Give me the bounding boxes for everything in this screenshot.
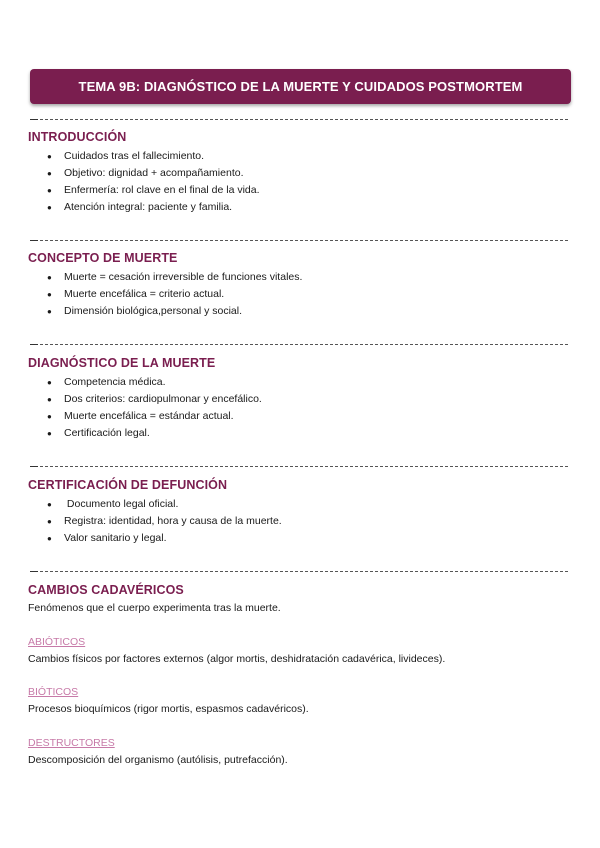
list-item: ● Registra: identidad, hora y causa de la muerte. bbox=[28, 513, 573, 530]
section-cambios-cadavericos bbox=[28, 582, 573, 616]
subsection-heading-destructores: DESTRUCTORES bbox=[28, 737, 115, 749]
section-heading: INTRODUCCIÓN bbox=[28, 130, 127, 144]
subsection-text-bioticos: Procesos bioquímicos (rigor mortis, espasmos cadavéricos). bbox=[28, 703, 309, 715]
section-certificacion bbox=[28, 477, 573, 547]
section-concepto-de-muerte bbox=[28, 250, 573, 320]
section-introduccion bbox=[28, 129, 573, 216]
section-heading: CAMBIOS CADAVÉRICOS bbox=[28, 583, 184, 597]
section-divider bbox=[30, 466, 568, 467]
section-intro: Fenómenos que el cuerpo experimenta tras la muerte. bbox=[28, 602, 281, 614]
list-item: ● Certificación legal. bbox=[28, 425, 573, 442]
list-item: ● Enfermería: rol clave en el final de la vida. bbox=[28, 182, 573, 199]
section-heading: DIAGNÓSTICO DE LA MUERTE bbox=[28, 356, 216, 370]
bullet-list bbox=[28, 496, 573, 547]
list-item: ● Muerte encefálica = estándar actual. bbox=[28, 408, 573, 425]
bullet-list bbox=[28, 148, 573, 216]
subsection-heading-abioticos: ABIÓTICOS bbox=[28, 636, 86, 648]
section-divider bbox=[30, 344, 568, 345]
section-divider bbox=[30, 571, 568, 572]
list-item: ● Objetivo: dignidad + acompañamiento. bbox=[28, 165, 573, 182]
subsection-heading-bioticos: BIÓTICOS bbox=[28, 686, 79, 698]
list-item: ● Cuidados tras el fallecimiento. bbox=[28, 148, 573, 165]
list-item: ● Muerte = cesación irreversible de funciones vitales. bbox=[28, 269, 573, 286]
bullet-list bbox=[28, 374, 573, 442]
section-divider bbox=[30, 119, 568, 120]
subsection-text-destructores: Descomposición del organismo (autólisis, putrefacción). bbox=[28, 754, 288, 766]
section-heading: CONCEPTO DE MUERTE bbox=[28, 251, 178, 265]
list-item: ● Valor sanitario y legal. bbox=[28, 530, 573, 547]
section-divider bbox=[30, 240, 568, 241]
list-item: ● Atención integral: paciente y familia. bbox=[28, 199, 573, 216]
list-item: ● Competencia médica. bbox=[28, 374, 573, 391]
page-title: TEMA 9B: DIAGNÓSTICO DE LA MUERTE Y CUIDADOS POSTMORTEM bbox=[30, 69, 571, 104]
list-item: ● Muerte encefálica = criterio actual. bbox=[28, 286, 573, 303]
list-item: ● Dos criterios: cardiopulmonar y encefálico. bbox=[28, 391, 573, 408]
section-diagnostico bbox=[28, 355, 573, 442]
bullet-list bbox=[28, 269, 573, 320]
section-heading: CERTIFICACIÓN DE DEFUNCIÓN bbox=[28, 478, 228, 492]
list-item: ● Dimensión biológica,personal y social. bbox=[28, 303, 573, 320]
subsection-text-abioticos: Cambios físicos por factores externos (algor mortis, deshidratación cadavérica, livideces). bbox=[28, 653, 446, 665]
list-item: ● Documento legal oficial. bbox=[28, 496, 573, 513]
